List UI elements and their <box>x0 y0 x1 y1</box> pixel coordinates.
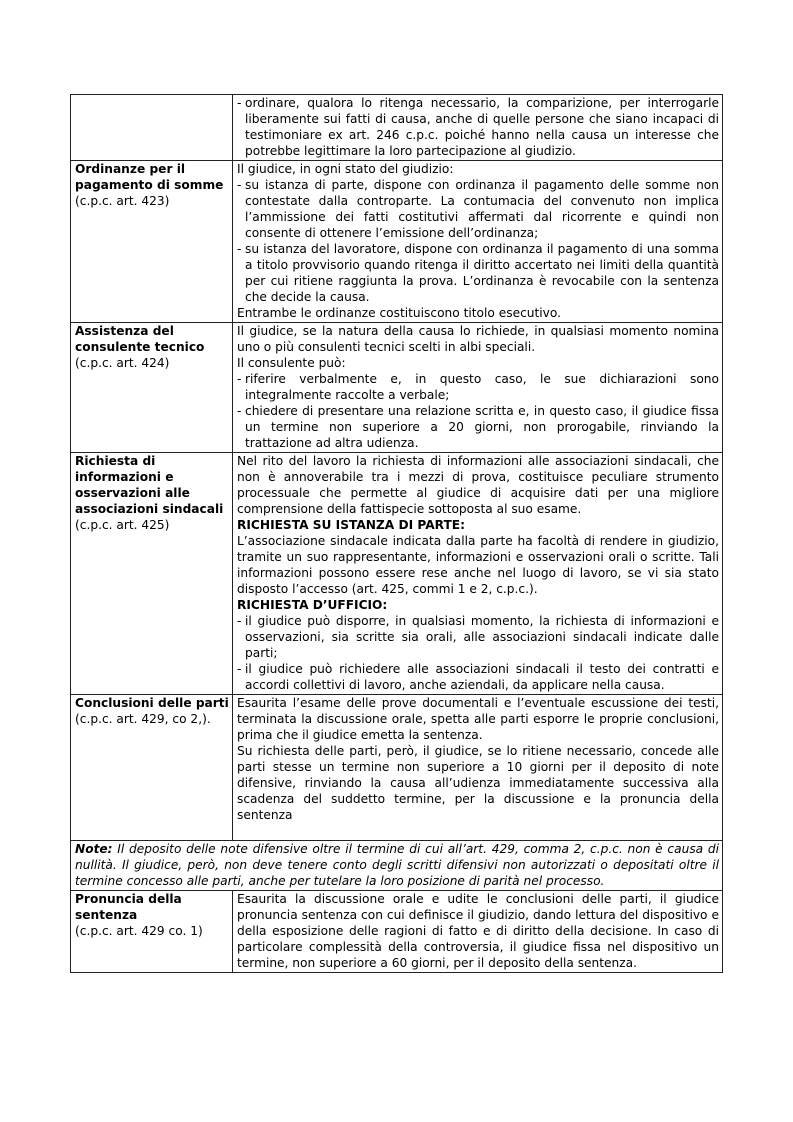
paragraph: Nel rito del lavoro la richiesta di informazioni alle associazioni sindacali, che non è annoverabile tra i mezzi di prova, costituisce peculiare strumento processuale che permette al giudice di acquisire dati per una migliore comprensione della fattispecie sottoposta al suo esame. <box>237 454 719 516</box>
row-article-reference: (c.p.c. art. 429, co 2,). <box>75 712 211 726</box>
list-item <box>237 613 719 661</box>
table-row <box>71 891 723 973</box>
note-label: Note: <box>75 842 113 856</box>
list-item-text: su istanza del lavoratore, dispone con ordinanza il pagamento di una somma a titolo provvisorio quando ritenga il diritto accertato nei limiti della quantità per cui ritiene raggiunta la prova. L’ordinanza è revocabile con la sentenza che decide la causa. <box>245 242 719 304</box>
paragraph: Il giudice, se la natura della causa lo richiede, in qualsiasi momento nomina uno o più consulenti tecnici scelti in albi speciali. <box>237 324 719 354</box>
row-content-cell <box>233 695 723 841</box>
note-row <box>71 841 723 891</box>
row-label-cell <box>71 891 233 973</box>
note-text: Il deposito delle note difensive oltre il termine di cui all’art. 429, comma 2, c.p.c. non è causa di nullità. Il giudice, però, non deve tenere conto degli scritti difensivi non autorizzati o depositati oltre il termine concesso alle parti, anche per tutelare la loro posizione di parità nel processo. <box>75 842 719 888</box>
list-dash: - <box>237 242 242 256</box>
table-row <box>71 323 723 453</box>
paragraph: Esaurita la discussione orale e udite le conclusioni delle parti, il giudice pronuncia sentenza con cui definisce il giudizio, dando lettura del dispositivo e della esposizione delle ragioni di fatto e di diritto della decisione. In caso di particolare complessità della controversia, il giudice fissa nel dispositivo un termine, non superiore a 60 giorni, per il deposito della sentenza. <box>237 892 719 970</box>
section-heading: RICHIESTA SU ISTANZA DI PARTE: <box>237 518 465 532</box>
table-row <box>71 695 723 841</box>
row-label-cell <box>71 95 233 161</box>
list-dash: - <box>237 662 242 676</box>
list-item <box>237 241 719 305</box>
row-title: Conclusioni delle parti <box>75 696 229 710</box>
row-content-cell <box>233 891 723 973</box>
row-article-reference: (c.p.c. art. 429 co. 1) <box>75 924 203 938</box>
row-content-cell <box>233 161 723 323</box>
row-article-reference: (c.p.c. art. 425) <box>75 518 170 532</box>
row-label-cell <box>71 453 233 695</box>
paragraph: L’associazione sindacale indicata dalla parte ha facoltà di rendere in giudizio, tramite un suo rappresentante, informazioni e osservazioni orali o scritte. Tali informazioni possono essere rese anche nel luogo di lavoro, se vi sia stato disposto l’accesso (art. 425, commi 1 e 2, c.p.c.). <box>237 534 719 596</box>
list-dash: - <box>237 614 242 628</box>
paragraph: Il consulente può: <box>237 356 346 370</box>
row-title: Pronuncia della sentenza <box>75 892 182 922</box>
row-content-cell <box>233 323 723 453</box>
section-heading: RICHIESTA D’UFFICIO: <box>237 598 388 612</box>
paragraph: Il giudice, in ogni stato del giudizio: <box>237 162 454 176</box>
list-item <box>237 95 719 159</box>
procedure-table <box>70 94 723 973</box>
paragraph: Su richiesta delle parti, però, il giudice, se lo ritiene necessario, concede alle parti stesse un termine non superiore a 10 giorni per il deposito di note difensive, rinviando la causa all’udienza immediatamente successiva alla scadenza del suddetto termine, per la discussione e la pronuncia della sentenza <box>237 744 719 822</box>
list-item <box>237 403 719 451</box>
row-title: Ordinanze per il pagamento di somme <box>75 162 224 192</box>
row-content-cell <box>233 95 723 161</box>
list-item-text: chiedere di presentare una relazione scritta e, in questo caso, il giudice fissa un termine non superiore a 20 giorni, non prorogabile, rinviando la trattazione ad altra udienza. <box>245 404 719 450</box>
list-item <box>237 661 719 693</box>
row-label-cell <box>71 695 233 841</box>
row-title: Richiesta di informazioni e osservazioni alle associazioni sindacali <box>75 454 224 516</box>
list-item-text: su istanza di parte, dispone con ordinanza il pagamento delle somme non contestate dalla controparte. La contumacia del convenuto non implica l’ammissione dei fatti costitutivi affermati dal ricorrente e quindi non consente di ottenere l’emissione dell’ordinanza; <box>245 178 719 240</box>
row-label-cell <box>71 323 233 453</box>
list-dash: - <box>237 404 242 418</box>
list-item <box>237 177 719 241</box>
row-title: Assistenza del consulente tecnico <box>75 324 205 354</box>
list-dash: - <box>237 178 242 192</box>
table-row <box>71 161 723 323</box>
procedure-table-body <box>71 95 723 973</box>
table-row <box>71 453 723 695</box>
row-article-reference: (c.p.c. art. 423) <box>75 194 170 208</box>
list-dash: - <box>237 372 242 386</box>
list-item-text: il giudice può disporre, in qualsiasi momento, la richiesta di informazioni e osservazioni, sia scritte sia orali, alle associazioni sindacali indicate dalle parti; <box>245 614 719 660</box>
row-article-reference: (c.p.c. art. 424) <box>75 356 170 370</box>
document-page <box>70 94 723 973</box>
list-item <box>237 371 719 403</box>
list-item-text: ordinare, qualora lo ritenga necessario, la comparizione, per interrogarle liberamente sui fatti di causa, anche di quelle persone che siano incapaci di testimoniare ex art. 246 c.p.c. poiché hanno nella causa un interesse che potrebbe legittimare la loro partecipazione al giudizio. <box>245 96 719 158</box>
paragraph: Entrambe le ordinanze costituiscono titolo esecutivo. <box>237 306 561 320</box>
paragraph: Esaurita l’esame delle prove documentali e l’eventuale escussione dei testi, terminata la discussione orale, spetta alle parti esporre le proprie conclusioni, prima che il giudice emetta la sentenza. <box>237 696 719 742</box>
row-label-cell <box>71 161 233 323</box>
note-cell <box>71 841 723 891</box>
list-item-text: il giudice può richiedere alle associazioni sindacali il testo dei contratti e accordi collettivi di lavoro, anche aziendali, da applicare nella causa. <box>245 662 719 692</box>
list-item-text: riferire verbalmente e, in questo caso, le sue dichiarazioni sono integralmente raccolte a verbale; <box>245 372 719 402</box>
list-dash: - <box>237 96 242 110</box>
row-content-cell <box>233 453 723 695</box>
table-row <box>71 95 723 161</box>
